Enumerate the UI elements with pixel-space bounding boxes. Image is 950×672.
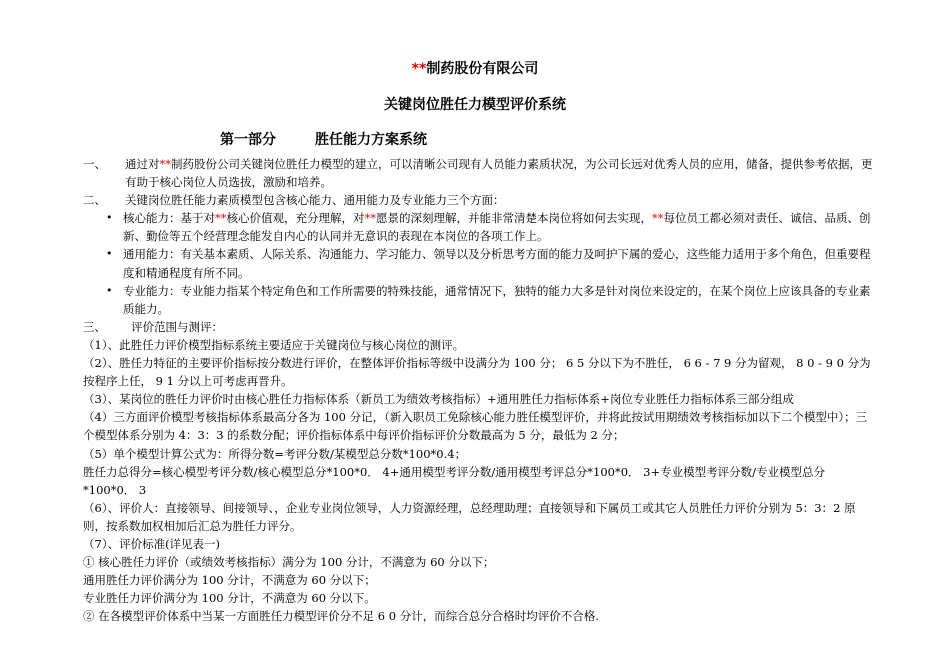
section-1-text: 制药股份公司关键岗位胜任力模型的建立，可以清晰公司现有人员能力素质状况，为公司长远对优秀人员的应用，储备，提供参考依据，更有助于核心岗位人员选拔，激励和培养。 (125, 157, 873, 190)
bullet-core-ability (83, 209, 873, 245)
standard-general: 通用胜任力评价满分为 100 分计，不满意为 60 分以下； (83, 573, 376, 588)
company-title (0, 58, 950, 78)
section-1-number: 一、 (83, 157, 106, 171)
document-body (83, 155, 873, 625)
section-3-text: 评价范围与测评： (131, 319, 223, 334)
bullet-dot: • (106, 211, 113, 225)
company-name: 制药股份有限公司 (426, 61, 539, 77)
bullet-dot: • (106, 247, 113, 261)
section-3 (83, 318, 873, 336)
standard-note: ② 在各模型评价体系中当某一方面胜任力模型评价分不足 6 0 分计，而综合总分合格时均评价不合格. (83, 609, 599, 624)
bullet-general-ability (83, 245, 873, 281)
professional-text: 专业能力：专业能力指某个特定角色和工作所需要的特殊技能，通常情况下，独特的能力大多是针对岗位来设定的，在某个岗位上应该具备的专业素质能力。 (123, 283, 871, 316)
bullet-dot: • (106, 283, 113, 297)
section-3-item-1: （1）、此胜任力评价模型指标系统主要适应于关键岗位与核心岗位的测评。 (83, 337, 465, 352)
section-3-number: 三、 (83, 319, 106, 334)
section-3-formula: 胜任力总得分=核心模型考评分数/核心模型总分*100*0． 4+通用模型考评分数/通用模型考评总分*100*0． 3+专业模型考评分数/专业模型总分*100*0． 3 (83, 464, 826, 497)
core-stars-3: ** (652, 211, 664, 226)
core-text-d: 每位员工都必须对责任、诚信、品质、创新、勤俭等五个经营理念能发自内心的认同并无意识的表现在本岗位的各项工作上。 (123, 211, 871, 244)
section-3-item-7: （7）、评价标准(详见表一) (83, 536, 221, 551)
core-stars-1: ** (215, 211, 227, 226)
section-3-item-4: （4）三方面评价模型考核指标体系最高分各为 100 分记，（新入职员工免除核心能力胜任模型评价，并将此按试用期绩效考核指标加以下二个模型中）；三个模型体系分别为 4：3：3 的系数分配；评价指标体系中每评价指标评价分数最高为 5 分，最低为 2 分； (83, 410, 868, 443)
part-heading: 第一部分 胜任能力方案系统 (220, 132, 427, 148)
standard-core: ① 核心胜任力评价（或绩效考核指标）满分为 100 分计，不满意为 60 分以下； (83, 555, 495, 570)
section-1 (83, 155, 873, 191)
section-2-text: 关键岗位胜任能力素质模型包含核心能力、通用能力及专业能力三个方面： (125, 193, 505, 208)
section-1-stars: ** (159, 157, 171, 171)
section-3-item-6: （6）、评价人：直接领导、间接领导、，企业专业岗位领导，人力资源经理，总经理助理；直接领导和下属员工或其它人员胜任力评价分别为 5：3：2 原则，按系数加权相加后汇总为胜任力评分。 (83, 500, 856, 533)
section-2 (83, 191, 873, 209)
bullet-professional-ability (83, 282, 873, 318)
section-3-item-2: （2）、胜任力特征的主要评价指标按分数进行评价，在整体评价指标等级中设满分为 100 分； 6 5 分以下为不胜任， 6 6 - 7 9 分为留观， 8 0 - 9 0 分为按程序上任， 9 1 分以上可考虑再晋升。 (83, 356, 871, 389)
section-2-number: 二、 (83, 193, 106, 208)
company-stars: ** (411, 61, 427, 77)
system-title: 关键岗位胜任力模型评价系统 (384, 97, 566, 113)
core-text-c: 愿景的深刻理解，并能非常清楚本岗位将如何去实现， (376, 211, 652, 226)
core-text-b: 核心价值观，充分理解，对 (226, 211, 365, 226)
core-stars-2: ** (364, 211, 376, 226)
standard-professional: 专业胜任力评价满分为 100 分计，不满意为 60 分以下。 (83, 591, 376, 606)
section-3-item-3: （3）、某岗位的胜任力评价时由核心胜任力指标体系（新员工为绩效考核指标）+通用胜任力指标体系+岗位专业胜任力指标体系三部分组成 (83, 392, 794, 407)
general-text: 通用能力：有关基本素质、人际关系、沟通能力、学习能力、领导以及分析思考方面的能力及呵护下属的爱心，这些能力适用于多个角色，但重要程度和精通程度有所不同。 (123, 247, 871, 280)
section-3-item-5: （5）单个模型计算公式为：所得分数=考评分数/某模型总分数*100*0.4； (83, 446, 467, 461)
section-1-pre: 通过对 (125, 157, 160, 171)
core-text-a: 核心能力：基于对 (123, 211, 215, 226)
